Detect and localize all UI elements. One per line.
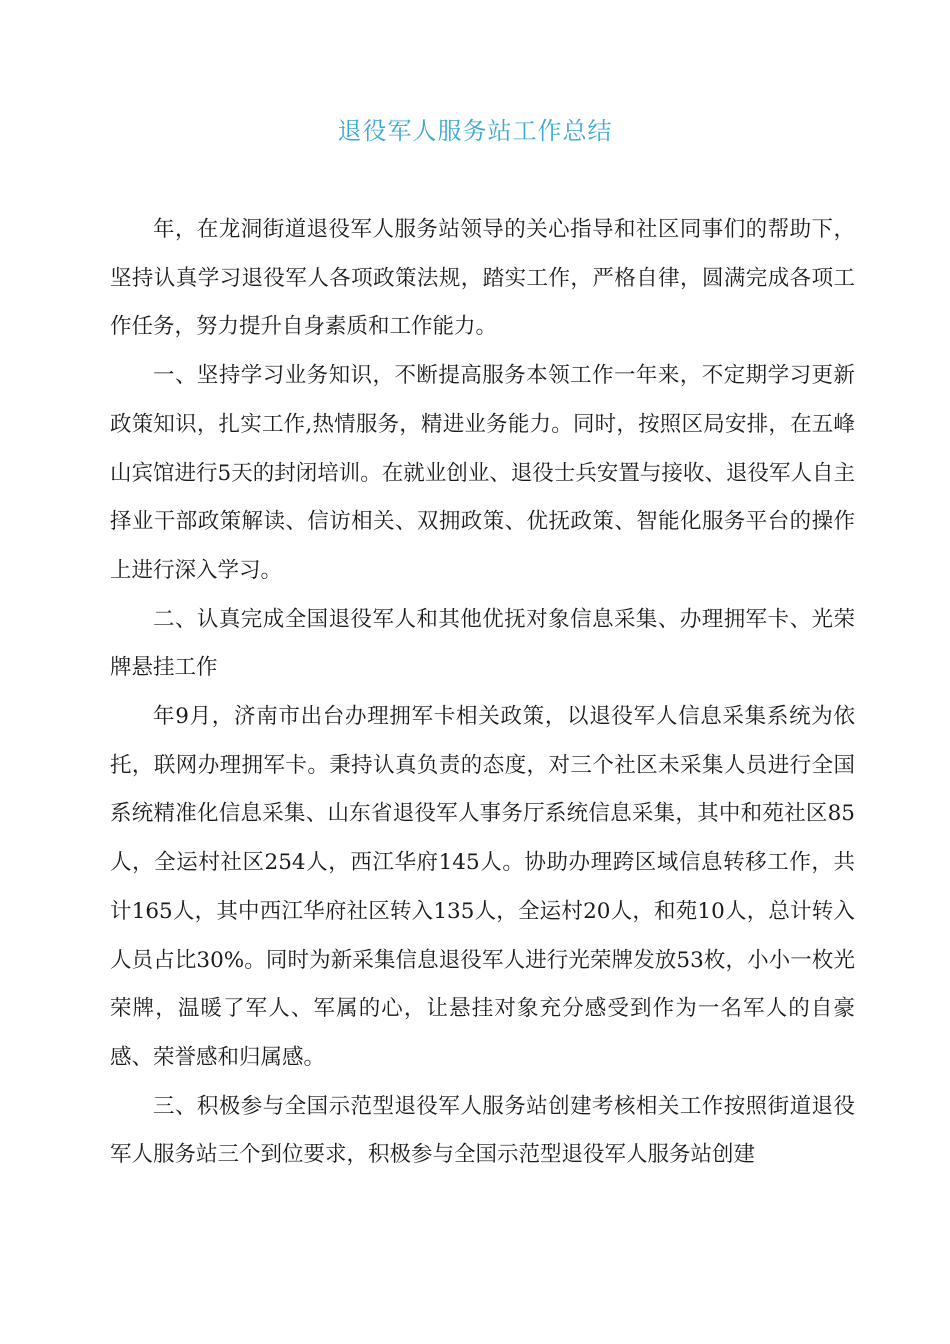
document-body	[110, 206, 855, 1180]
paragraph-section-3: 三、积极参与全国示范型退役军人服务站创建考核相关工作按照街道退役军人服务站三个到位要求，积极参与全国示范型退役军人服务站创建	[110, 1093, 855, 1168]
document-title: 退役军人服务站工作总结	[337, 117, 613, 145]
paragraph-section-1: 一、坚持学习业务知识，不断提高服务本领工作一年来，不定期学习更新政策知识，扎实工作,热情服务，精进业务能力。同时，按照区局安排，在五峰山宾馆进行5天的封闭培训。在就业创业、退役士兵安置与接收、退役军人自主择业干部政策解读、信访相关、双拥政策、优抚政策、智能化服务平台的操作上进行深入学习。	[110, 363, 855, 583]
paragraph-section-2-body: 年9月，济南市出台办理拥军卡相关政策，以退役军人信息采集系统为依托，联网办理拥军卡。秉持认真负责的态度，对三个社区未采集人员进行全国系统精准化信息采集、山东省退役军人事务厅系统信息采集，其中和苑社区85人，全运村社区254人，西江华府145人。协助办理跨区域信息转移工作，共计165人，其中西江华府社区转入135人，全运村20人，和苑10人，总计转入人员占比30%。同时为新采集信息退役军人进行光荣牌发放53枚，小小一枚光荣牌，温暖了军人、军属的心，让悬挂对象充分感受到作为一名军人的自豪感、荣誉感和归属感。	[110, 704, 855, 1070]
paragraph-section-2-heading: 二、认真完成全国退役军人和其他优抚对象信息采集、办理拥军卡、光荣牌悬挂工作	[110, 606, 855, 681]
paragraph-intro: 年，在龙洞街道退役军人服务站领导的关心指导和社区同事们的帮助下，坚持认真学习退役军人各项政策法规，踏实工作，严格自律，圆满完成各项工作任务，努力提升自身素质和工作能力。	[110, 217, 855, 340]
